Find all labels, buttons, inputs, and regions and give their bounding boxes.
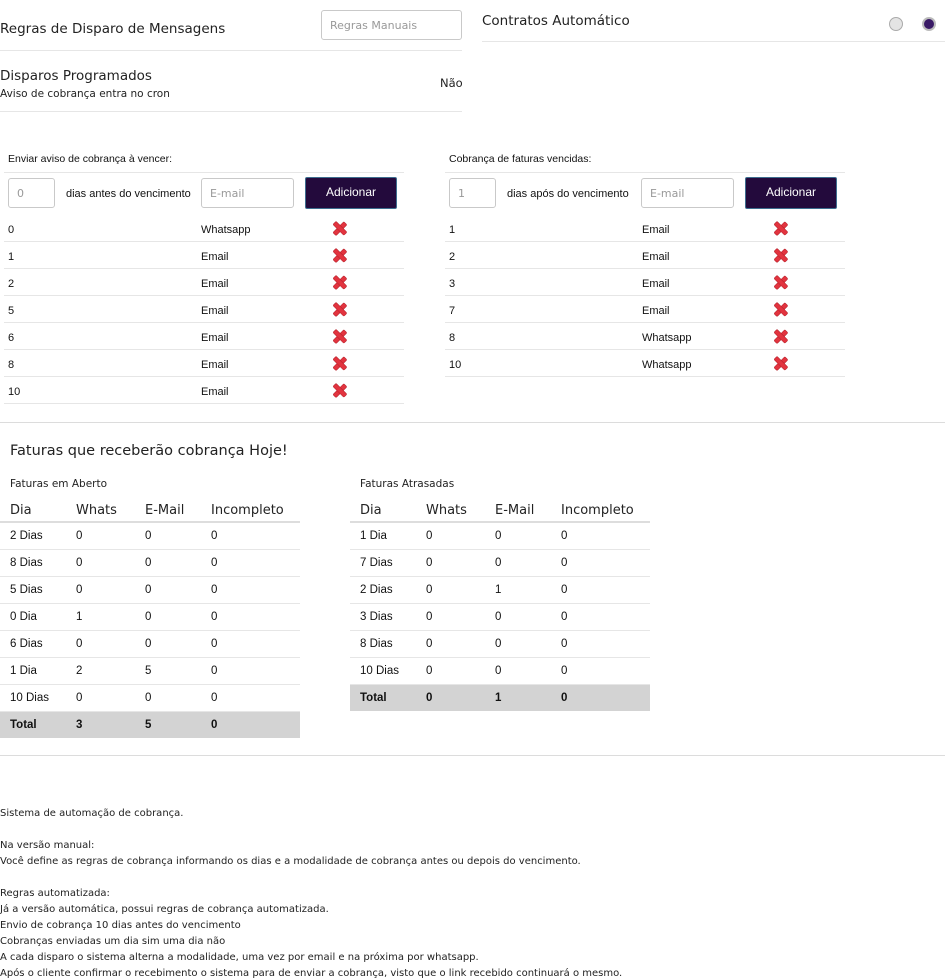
cell-day: 7 Dias	[350, 549, 426, 576]
before-add-button[interactable]: Adicionar	[305, 177, 397, 209]
cell-incomplete: 0	[211, 576, 300, 603]
table-row	[0, 522, 300, 549]
rule-row	[445, 269, 845, 296]
cell-email: 0	[145, 603, 211, 630]
table-header	[0, 500, 300, 522]
footer-intro: Sistema de automação de cobrança.	[0, 808, 184, 819]
rule-mode: Email	[201, 251, 229, 263]
table-row	[350, 657, 650, 684]
table-row	[350, 603, 650, 630]
table-row	[0, 603, 300, 630]
contracts-title: Contratos Automático	[482, 13, 630, 29]
divider	[4, 172, 404, 173]
rule-day: 8	[449, 332, 456, 344]
col-whats: Whats	[76, 500, 145, 522]
late-invoices-label: Faturas Atrasadas	[360, 478, 455, 490]
divider	[0, 111, 462, 112]
scheduled-value: Não	[440, 76, 463, 90]
footer-manual-text: Você define as regras de cobrança informando os dias e a modalidade de cobrança antes ou depois do vencimento.	[0, 856, 581, 867]
delete-icon[interactable]	[333, 276, 346, 289]
cell-day: 8 Dias	[350, 630, 426, 657]
cell-incomplete: 0	[561, 630, 650, 657]
cell-email: 1	[495, 684, 561, 711]
cell-incomplete: 0	[561, 603, 650, 630]
rule-mode: Email	[201, 359, 229, 371]
cell-day: 8 Dias	[0, 549, 76, 576]
delete-icon[interactable]	[774, 222, 787, 235]
cell-day: 5 Dias	[0, 576, 76, 603]
rule-mode: Whatsapp	[642, 332, 692, 344]
rules-title: Regras de Disparo de Mensagens	[0, 21, 226, 37]
footer-auto-line: A cada disparo o sistema alterna a modalidade, uma vez por email e na próxima por whatsapp.	[0, 952, 479, 963]
rule-row	[445, 296, 845, 323]
radio-automatic[interactable]	[922, 17, 936, 31]
rule-mode: Whatsapp	[642, 359, 692, 371]
divider	[0, 50, 462, 51]
delete-icon[interactable]	[333, 384, 346, 397]
delete-icon[interactable]	[774, 249, 787, 262]
delete-icon[interactable]	[333, 249, 346, 262]
rule-row	[445, 215, 845, 242]
rule-row	[4, 296, 404, 323]
cell-incomplete: 0	[561, 657, 650, 684]
cell-day: 1 Dia	[0, 657, 76, 684]
rule-mode: Email	[642, 224, 670, 236]
rule-row	[445, 350, 845, 377]
before-email-input[interactable]	[201, 178, 294, 208]
col-day: Dia	[0, 500, 76, 522]
table-row	[0, 576, 300, 603]
rule-day: 8	[8, 359, 15, 371]
rule-mode: Email	[201, 305, 229, 317]
section-divider	[0, 755, 945, 756]
cell-whats: 0	[426, 657, 495, 684]
col-email: E-Mail	[145, 500, 211, 522]
cell-day: 2 Dias	[350, 576, 426, 603]
overdue-add-button[interactable]: Adicionar	[745, 177, 837, 209]
cell-incomplete: 0	[211, 549, 300, 576]
cell-whats: 0	[76, 522, 145, 549]
rule-day: 10	[449, 359, 462, 371]
before-days-text: dias antes do vencimento	[66, 188, 191, 200]
today-title: Faturas que receberão cobrança Hoje!	[10, 443, 288, 459]
scheduled-subtitle: Aviso de cobrança entra no cron	[0, 88, 170, 100]
cell-incomplete: 0	[561, 549, 650, 576]
rule-day: 2	[8, 278, 15, 290]
overdue-days-input[interactable]	[449, 178, 496, 208]
table-header	[350, 500, 650, 522]
divider	[482, 41, 945, 42]
cell-incomplete: 0	[561, 522, 650, 549]
delete-icon[interactable]	[774, 303, 787, 316]
rule-mode: Email	[642, 305, 670, 317]
cell-email: 0	[495, 630, 561, 657]
rule-row	[445, 323, 845, 350]
cell-day: 2 Dias	[0, 522, 76, 549]
total-row	[0, 711, 300, 738]
col-whats: Whats	[426, 500, 495, 522]
delete-icon[interactable]	[333, 222, 346, 235]
table-row	[350, 522, 650, 549]
cell-incomplete: 0	[211, 657, 300, 684]
rule-row	[4, 377, 404, 404]
cell-whats: 0	[426, 684, 495, 711]
rule-mode: Email	[642, 278, 670, 290]
footer-auto-line: Já a versão automática, possui regras de cobrança automatizada.	[0, 904, 329, 915]
cell-email: 0	[495, 549, 561, 576]
col-day: Dia	[350, 500, 426, 522]
rule-row	[4, 350, 404, 377]
cell-day: 0 Dia	[0, 603, 76, 630]
cell-whats: 0	[426, 576, 495, 603]
delete-icon[interactable]	[774, 276, 787, 289]
rule-day: 5	[8, 305, 15, 317]
footer-auto-line: Após o cliente confirmar o recebimento o sistema para de enviar a cobrança, visto que o link recebido continuará o mesmo.	[0, 968, 623, 979]
rule-mode: Email	[201, 386, 229, 398]
cell-email: 0	[495, 657, 561, 684]
cell-whats: 3	[76, 711, 145, 738]
cell-day: 3 Dias	[350, 603, 426, 630]
rule-day: 2	[449, 251, 456, 263]
delete-icon[interactable]	[774, 330, 787, 343]
cell-day: 10 Dias	[350, 657, 426, 684]
cell-whats: 0	[76, 630, 145, 657]
cell-day: 6 Dias	[0, 630, 76, 657]
rule-mode: Email	[642, 251, 670, 263]
overdue-email-input[interactable]	[641, 178, 734, 208]
col-incomplete: Incompleto	[561, 500, 650, 522]
cell-email: 0	[145, 522, 211, 549]
rule-mode: Email	[201, 278, 229, 290]
rule-day: 3	[449, 278, 456, 290]
col-incomplete: Incompleto	[211, 500, 300, 522]
rule-day: 1	[8, 251, 15, 263]
open-invoices-label: Faturas em Aberto	[10, 478, 108, 490]
delete-icon[interactable]	[333, 357, 346, 370]
rule-mode: Whatsapp	[201, 224, 251, 236]
cell-incomplete: 0	[561, 684, 650, 711]
cell-whats: 0	[426, 630, 495, 657]
cell-incomplete: 0	[211, 522, 300, 549]
overdue-days-text: dias após do vencimento	[507, 188, 629, 200]
rule-row	[4, 242, 404, 269]
cell-email: 5	[145, 657, 211, 684]
scheduled-title: Disparos Programados	[0, 68, 152, 84]
cell-email: 0	[145, 630, 211, 657]
before-due-label: Enviar aviso de cobrança à vencer:	[8, 153, 173, 165]
table-row	[0, 684, 300, 711]
cell-incomplete: 0	[211, 630, 300, 657]
cell-whats: 0	[426, 549, 495, 576]
cell-email: 5	[145, 711, 211, 738]
footer-auto-title: Regras automatizada:	[0, 888, 110, 899]
rules-mode-input[interactable]	[321, 10, 462, 40]
cell-email: 0	[495, 522, 561, 549]
cell-email: 1	[495, 576, 561, 603]
rule-day: 6	[8, 332, 15, 344]
footer-auto-line: Envio de cobrança 10 dias antes do vencimento	[0, 920, 241, 931]
delete-icon[interactable]	[774, 357, 787, 370]
rule-day: 1	[449, 224, 456, 236]
open-invoices-table	[0, 500, 300, 738]
cell-incomplete: 0	[211, 684, 300, 711]
cell-whats: 0	[76, 549, 145, 576]
cell-incomplete: 0	[211, 603, 300, 630]
table-row	[0, 630, 300, 657]
before-days-input[interactable]	[8, 178, 55, 208]
table-row	[0, 549, 300, 576]
footer-auto-line: Cobranças enviadas um dia sim uma dia não	[0, 936, 226, 947]
rule-row	[445, 242, 845, 269]
rule-row	[4, 215, 404, 242]
total-row	[350, 684, 650, 711]
cell-incomplete: 0	[211, 711, 300, 738]
cell-whats: 1	[76, 603, 145, 630]
cell-email: 0	[145, 549, 211, 576]
cell-day: 10 Dias	[0, 684, 76, 711]
table-row	[350, 576, 650, 603]
footer-manual-title: Na versão manual:	[0, 840, 95, 851]
rule-row	[4, 269, 404, 296]
col-email: E-Mail	[495, 500, 561, 522]
cell-whats: 0	[76, 576, 145, 603]
cell-day: Total	[350, 684, 426, 711]
rule-day: 7	[449, 305, 456, 317]
rule-day: 0	[8, 224, 15, 236]
cell-day: Total	[0, 711, 76, 738]
rule-row	[4, 323, 404, 350]
table-row	[0, 657, 300, 684]
delete-icon[interactable]	[333, 303, 346, 316]
cell-incomplete: 0	[561, 576, 650, 603]
late-invoices-table	[350, 500, 650, 711]
divider	[445, 172, 845, 173]
cell-whats: 0	[426, 522, 495, 549]
table-row	[350, 549, 650, 576]
cell-email: 0	[145, 576, 211, 603]
cell-whats: 0	[76, 684, 145, 711]
cell-whats: 2	[76, 657, 145, 684]
radio-manual[interactable]	[889, 17, 903, 31]
delete-icon[interactable]	[333, 330, 346, 343]
cell-whats: 0	[426, 603, 495, 630]
cell-email: 0	[495, 603, 561, 630]
cell-day: 1 Dia	[350, 522, 426, 549]
rule-mode: Email	[201, 332, 229, 344]
rule-day: 10	[8, 386, 21, 398]
overdue-label: Cobrança de faturas vencidas:	[449, 153, 592, 165]
section-divider	[0, 422, 945, 423]
table-row	[350, 630, 650, 657]
cell-email: 0	[145, 684, 211, 711]
